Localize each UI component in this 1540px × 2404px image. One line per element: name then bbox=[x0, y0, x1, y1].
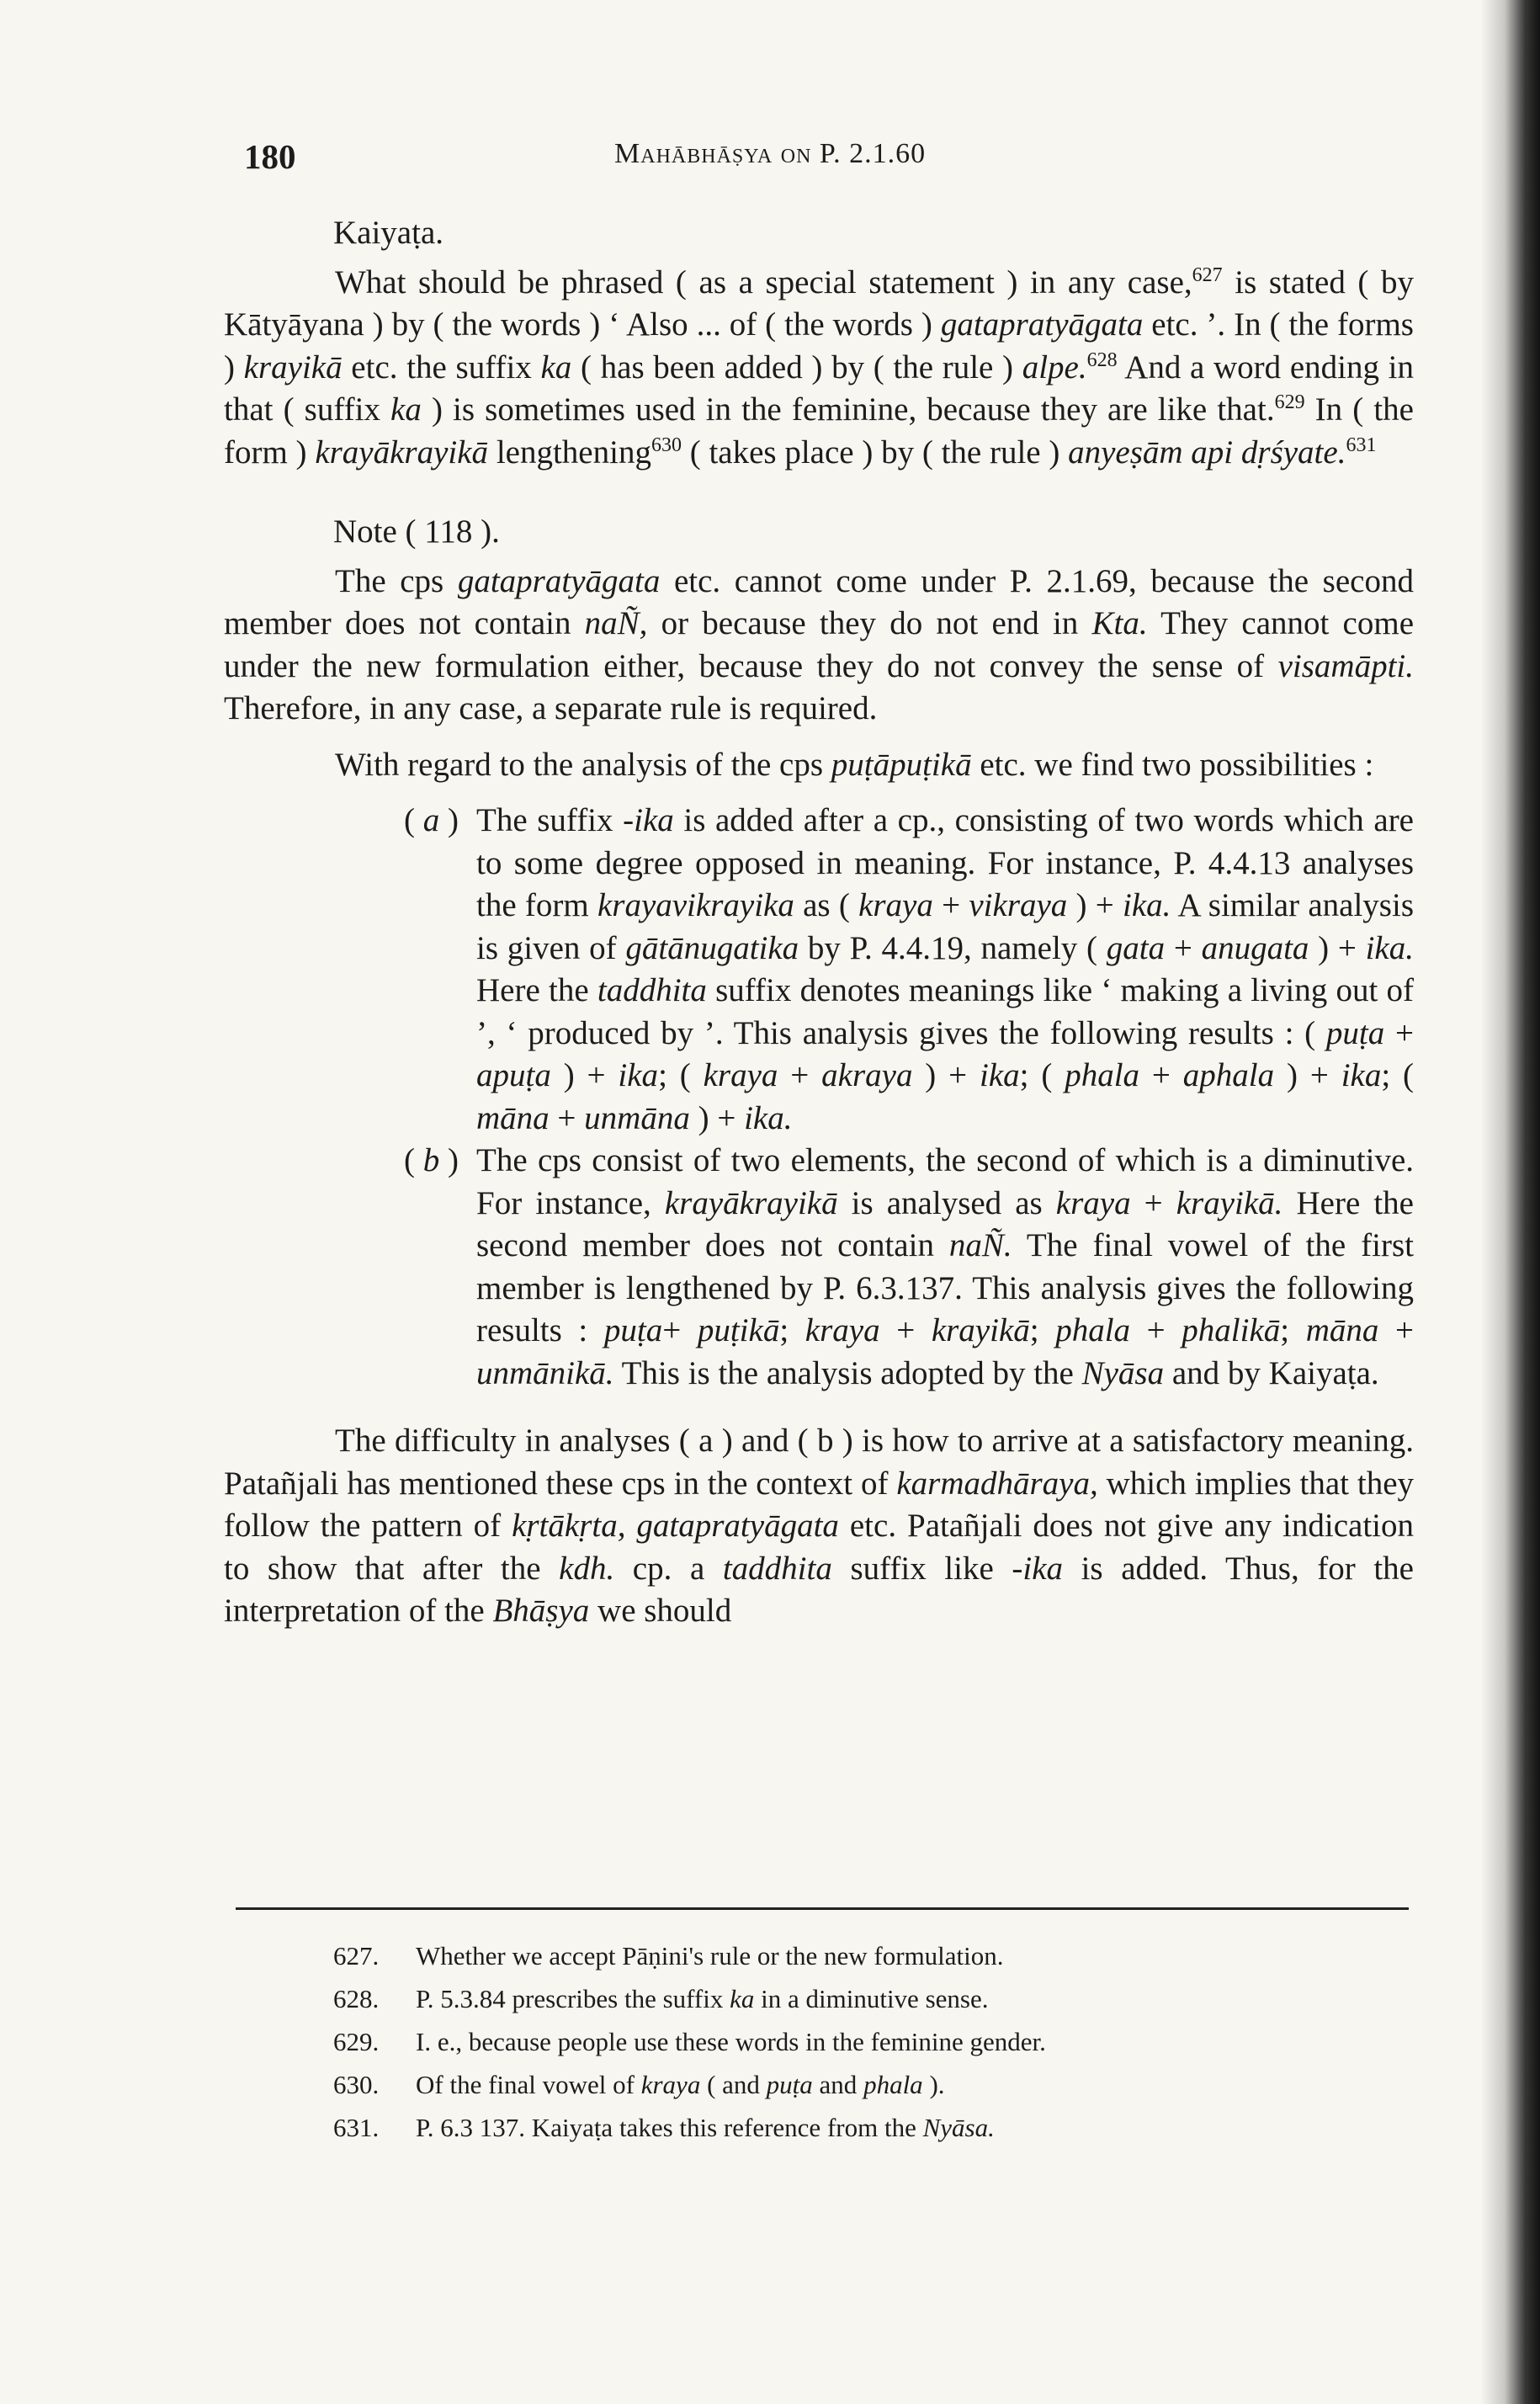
text-run: ) + bbox=[1274, 1057, 1341, 1093]
text-run: etc. cannot come under P. 2.1.69, because the second member does not contain bbox=[224, 562, 1414, 641]
text-run: With regard to the analysis of the cps bbox=[335, 746, 831, 783]
sanskrit-term: māna bbox=[476, 1099, 550, 1136]
footnote-number: 629. bbox=[333, 2027, 380, 2056]
sanskrit-term: kraya bbox=[805, 1312, 880, 1348]
sanskrit-term: krayākrayikā bbox=[315, 433, 489, 471]
footnote-text bbox=[416, 2063, 1385, 2106]
paragraph-difficulty bbox=[224, 1420, 1414, 1633]
text-run: etc. ’. In ( the forms ) bbox=[224, 306, 1414, 386]
text-run: The difficulty in analyses ( a ) and ( b ) is how to arrive at a satisfactory meaning. Patañjali has mentioned these cps in the context of bbox=[224, 1423, 1414, 1502]
text-run: and by Kaiyaṭa. bbox=[1164, 1354, 1379, 1391]
list-text-b bbox=[476, 1140, 1414, 1395]
running-head bbox=[244, 126, 1422, 177]
text-run: etc. we find two possibilities : bbox=[971, 746, 1374, 783]
text-run: The cps consist of two elements, the second of which is a diminutive. For instance, bbox=[476, 1142, 1414, 1221]
text-run: or because they do not end in bbox=[647, 605, 1092, 641]
text-run: ; bbox=[1280, 1312, 1306, 1348]
text-run: by P. 4.4.19, namely ( bbox=[799, 929, 1107, 966]
text-run: ) + bbox=[1309, 929, 1366, 966]
text-run: ; ( bbox=[658, 1057, 704, 1093]
footnote-ref: 631 bbox=[1346, 433, 1377, 456]
header-title-text: Mahābhāṣya on bbox=[614, 138, 812, 169]
text-run: The suffix bbox=[476, 802, 624, 838]
sanskrit-term: anugata bbox=[1201, 929, 1309, 966]
sanskrit-term: māna bbox=[1305, 1312, 1379, 1348]
book-spine-shadow bbox=[1481, 0, 1540, 2404]
text-run: + bbox=[1139, 1057, 1183, 1093]
paragraph-translation bbox=[224, 262, 1414, 475]
sanskrit-term: puṭa bbox=[603, 1312, 663, 1348]
sanskrit-term: krayikā bbox=[243, 348, 343, 386]
text-run: ) + bbox=[1067, 887, 1123, 923]
text-run: P. 5.3.84 prescribes the suffix bbox=[416, 1984, 730, 2013]
footnote-ref: 627 bbox=[1192, 263, 1223, 286]
sanskrit-term: ika bbox=[980, 1057, 1020, 1093]
text-run: is added. Thus, for the interpretation of the bbox=[224, 1550, 1414, 1629]
sanskrit-term: unmānikā. bbox=[476, 1354, 614, 1391]
footnote-627 bbox=[333, 1934, 1385, 1977]
footnote-631 bbox=[333, 2106, 1385, 2149]
sanskrit-term: gatapratyāgata bbox=[940, 306, 1144, 343]
sanskrit-term: puṭa bbox=[1325, 1014, 1385, 1051]
sanskrit-term: ika bbox=[618, 1057, 659, 1093]
text-run: ; bbox=[1029, 1312, 1056, 1348]
sanskrit-term: kraya bbox=[1055, 1184, 1131, 1221]
text-run: What should be phrased ( as a special statement ) in any case, bbox=[335, 263, 1192, 300]
footnote-number: 627. bbox=[333, 1941, 380, 1971]
sanskrit-term: ka bbox=[540, 348, 572, 386]
text-run: is stated ( by Kātyāyana ) by ( the words ) ‘ Also ... of ( the words ) bbox=[224, 263, 1414, 343]
text-run: Whether we accept Pāṇini's rule or the new formulation. bbox=[416, 1941, 1004, 1971]
footnote-ref: 630 bbox=[651, 433, 682, 456]
sanskrit-term: karmadhāraya, bbox=[896, 1465, 1098, 1502]
text-run: + bbox=[1165, 929, 1202, 966]
text-run: etc. the suffix bbox=[342, 348, 541, 386]
sanskrit-term: Bhāṣya bbox=[492, 1593, 590, 1629]
text-run: ( takes place ) by ( the rule ) bbox=[681, 433, 1069, 471]
list-item-a bbox=[404, 800, 1414, 1140]
sanskrit-term: phala bbox=[1065, 1057, 1140, 1093]
text-run: ; bbox=[779, 1312, 805, 1348]
text-run: in a diminutive sense. bbox=[754, 1984, 989, 2013]
sanskrit-term: phalikā bbox=[1182, 1312, 1281, 1348]
sanskrit-term: anyeṣām api dṛśyate. bbox=[1068, 433, 1346, 471]
sanskrit-term: krayavikrayika bbox=[597, 887, 794, 923]
sanskrit-term: krayikā. bbox=[1176, 1184, 1283, 1221]
sanskrit-term: kraya bbox=[703, 1057, 778, 1093]
sanskrit-term: gatapratyāgata bbox=[457, 562, 661, 599]
sanskrit-term: apuṭa bbox=[476, 1057, 551, 1093]
text-run: + bbox=[778, 1057, 822, 1093]
sanskrit-term: ka bbox=[730, 1984, 755, 2013]
text-run: ( has been added ) by ( the rule ) bbox=[571, 348, 1022, 386]
text-run: This is the analysis adopted by the bbox=[613, 1354, 1082, 1391]
sanskrit-term: taddhita bbox=[722, 1550, 832, 1587]
footnote-text bbox=[416, 2106, 1385, 2149]
text-run: ) is sometimes used in the feminine, because they are like that. bbox=[421, 391, 1275, 428]
body-text bbox=[224, 195, 1414, 1633]
text-run: Here the bbox=[476, 972, 597, 1008]
text-run: Of the final vowel of bbox=[416, 2070, 641, 2099]
text-run: The cps bbox=[335, 562, 458, 599]
text-run: Here the second member does not contain bbox=[476, 1184, 1414, 1263]
sanskrit-term: taddhita bbox=[597, 972, 707, 1008]
sanskrit-term: unmāna bbox=[584, 1099, 690, 1136]
section-heading-note: Note ( 118 ). bbox=[333, 513, 500, 550]
sanskrit-term: phala bbox=[863, 2070, 923, 2099]
text-run: as ( bbox=[794, 887, 859, 923]
text-run: + bbox=[662, 1312, 698, 1348]
text-run: cp. a bbox=[614, 1550, 723, 1587]
footnote-number: 631. bbox=[333, 2113, 380, 2142]
list-item-b bbox=[404, 1140, 1414, 1395]
footnote-rule bbox=[236, 1907, 1409, 1910]
text-run: suffix denotes meanings like ‘ making a living out of ’, ‘ produced by ’. This analysis gives the following results : ( bbox=[476, 972, 1414, 1051]
text-run: + bbox=[1130, 1312, 1182, 1348]
text-run: suffix like bbox=[831, 1550, 1012, 1587]
text-run: we should bbox=[589, 1593, 732, 1629]
text-run: is added after a cp., consisting of two words which are to some degree opposed in meaning. For instance, P. 4.4.13 analyses the form bbox=[476, 802, 1414, 923]
sanskrit-term: gata bbox=[1106, 929, 1166, 966]
sanskrit-term: -ika bbox=[623, 802, 674, 838]
footnote-number: 630. bbox=[333, 2070, 380, 2099]
sanskrit-term: aphala bbox=[1182, 1057, 1275, 1093]
text-run: And a word ending in that ( suffix bbox=[224, 348, 1414, 428]
paragraph-possibilities bbox=[224, 744, 1414, 787]
sanskrit-term: naÑ, bbox=[584, 605, 648, 641]
footnote-ref: 628 bbox=[1086, 348, 1118, 371]
sanskrit-term: kraya bbox=[858, 887, 933, 923]
text-run: They cannot come under the new formulation either, because they do not convey the sense of bbox=[224, 605, 1415, 684]
sanskrit-term: ika. bbox=[1123, 887, 1171, 923]
sanskrit-term: kdh. bbox=[559, 1550, 615, 1587]
text-run: which implies that they follow the pattern of bbox=[224, 1465, 1414, 1544]
possibility-list bbox=[224, 800, 1414, 1395]
text-run: In ( the form ) bbox=[224, 391, 1414, 471]
text-run: and bbox=[812, 2070, 864, 2099]
list-label-a: ( a ) bbox=[404, 802, 459, 838]
sanskrit-term: ika. bbox=[744, 1099, 793, 1136]
text-run: Therefore, in any case, a separate rule is required. bbox=[224, 690, 878, 726]
sanskrit-term: phala bbox=[1055, 1312, 1131, 1348]
footnote-629 bbox=[333, 2020, 1385, 2063]
text-run: + bbox=[879, 1312, 932, 1348]
paragraph-note bbox=[224, 561, 1414, 731]
text-run: + bbox=[549, 1099, 585, 1136]
footnote-number: 628. bbox=[333, 1984, 380, 2013]
sanskrit-term: ika bbox=[1341, 1057, 1382, 1093]
footnote-text bbox=[416, 1934, 1385, 1977]
list-text-a bbox=[476, 800, 1414, 1140]
page-number: 180 bbox=[244, 137, 296, 176]
footnotes bbox=[333, 1934, 1385, 2149]
sanskrit-term: vikraya bbox=[969, 887, 1068, 923]
text-run: is analysed as bbox=[837, 1184, 1056, 1221]
sanskrit-term: puṭikā bbox=[697, 1312, 780, 1348]
list-label-b: ( b ) bbox=[404, 1142, 459, 1178]
text-run: I. e., because people use these words in the feminine gender. bbox=[416, 2027, 1046, 2056]
text-run: + bbox=[1378, 1312, 1414, 1348]
footnote-ref: 629 bbox=[1274, 391, 1305, 413]
section-heading-kaiyata: Kaiyaṭa. bbox=[333, 215, 444, 251]
text-run: ). bbox=[922, 2070, 945, 2099]
text-run: + bbox=[1384, 1014, 1414, 1051]
footnote-text bbox=[416, 2020, 1385, 2063]
sanskrit-term: kṛtākṛta, gatapratyāgata bbox=[512, 1508, 839, 1544]
text-run: etc. Patañjali does not give any indication to show that after the bbox=[224, 1508, 1414, 1587]
sanskrit-term: puṭa bbox=[766, 2070, 813, 2099]
header-title-reference: P. 2.1.60 bbox=[819, 138, 927, 169]
sanskrit-term: Nyāsa bbox=[1081, 1354, 1165, 1391]
sanskrit-term: gātānugatika bbox=[625, 929, 799, 966]
footnote-630 bbox=[333, 2063, 1385, 2106]
text-run: P. 6.3 137. Kaiyaṭa takes this reference from the bbox=[416, 2113, 923, 2142]
sanskrit-term: ka bbox=[390, 391, 422, 428]
sanskrit-term: Kta. bbox=[1091, 605, 1148, 641]
text-run: lengthening bbox=[488, 433, 651, 471]
footnote-628 bbox=[333, 1977, 1385, 2020]
text-run: ) + bbox=[689, 1099, 745, 1136]
text-run: ; ( bbox=[1381, 1057, 1415, 1093]
text-run: ) + bbox=[912, 1057, 980, 1093]
text-run: + bbox=[932, 887, 969, 923]
sanskrit-term: akraya bbox=[821, 1057, 913, 1093]
sanskrit-term: krayikā bbox=[931, 1312, 1030, 1348]
text-run: The final vowel of the first member is lengthened by P. 6.3.137. This analysis gives the following results : bbox=[476, 1227, 1414, 1348]
sanskrit-term: visamāpti. bbox=[1277, 647, 1414, 684]
text-run: + bbox=[1130, 1184, 1176, 1221]
text-run: ; ( bbox=[1019, 1057, 1065, 1093]
sanskrit-term: kraya bbox=[640, 2070, 701, 2099]
sanskrit-term: puṭāpuṭikā bbox=[831, 746, 972, 783]
sanskrit-term: ika. bbox=[1365, 929, 1414, 966]
header-title bbox=[614, 138, 926, 170]
sanskrit-term: alpe. bbox=[1022, 348, 1087, 386]
sanskrit-term: -ika bbox=[1012, 1550, 1064, 1587]
text-run: A similar analysis is given of bbox=[476, 887, 1414, 966]
sanskrit-term: krayākrayikā bbox=[664, 1184, 838, 1221]
footnote-text bbox=[416, 1977, 1385, 2020]
text-run: ( and bbox=[700, 2070, 767, 2099]
sanskrit-term: Nyāsa. bbox=[922, 2113, 995, 2142]
text-run: ) + bbox=[550, 1057, 619, 1093]
sanskrit-term: naÑ. bbox=[948, 1227, 1012, 1263]
